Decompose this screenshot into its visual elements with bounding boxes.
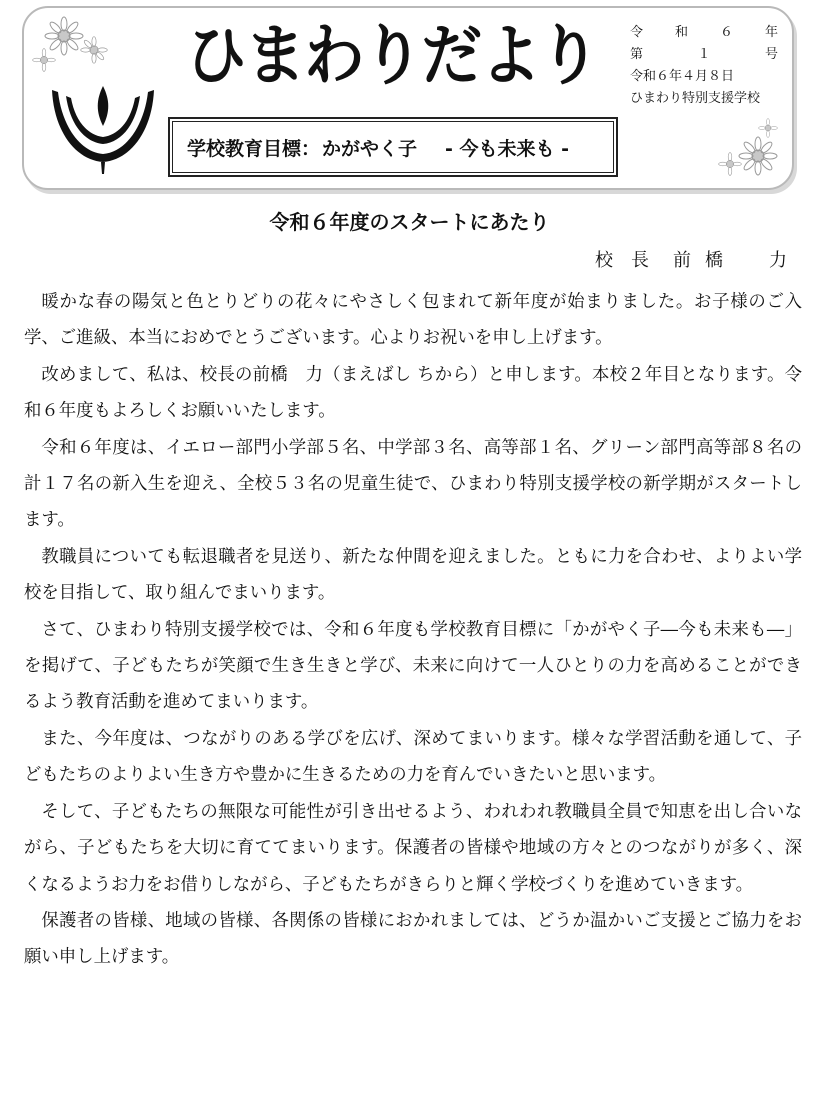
article-title: 令和６年度のスタートにあたり: [269, 210, 550, 234]
paragraph: 保護者の皆様、地域の皆様、各関係の皆様におかれましては、どうか温かいご支援とご協力をお願い申し上げます。: [24, 910, 802, 968]
issue-info: [630, 22, 778, 110]
school-goal-text: かがやく子: [322, 137, 418, 160]
sunflower-decoration-icon: [30, 10, 112, 80]
sunflower-decoration-icon: [714, 114, 784, 182]
article-author: [595, 246, 801, 272]
paragraph: 令和６年度は、イエロー部門小学部５名、中学部３名、高等部１名、グリーン部門高等部８名の計１７名の新入生を迎え、全校５３名の児童生徒で、ひまわり特別支援学校の新学期がスタートします。: [24, 437, 802, 531]
school-goal-box: [168, 117, 618, 177]
newsletter-title: ひまわりだより: [186, 17, 599, 94]
issue-era: 令 和 ６ 年: [630, 25, 778, 40]
issue-number: 第 １ 号: [630, 47, 778, 62]
author-name: 前橋 力: [673, 250, 801, 271]
article-body: [24, 284, 802, 976]
paragraph: 改めまして、私は、校長の前橋 力（まえばし ちから）と申します。本校２年目となります。令和６年度もよろしくお願いいたします。: [24, 364, 802, 422]
school-emblem-icon: [46, 82, 160, 178]
paragraph: 教職員についても転退職者を見送り、新たな仲間を迎えました。ともに力を合わせ、よりよい学校を目指して、取り組んでまいります。: [24, 546, 802, 604]
paragraph: 暖かな春の陽気と色とりどりの花々にやさしく包まれて新年度が始まりました。お子様のご入学、ご進級、本当におめでとうございます。心よりお祝いを申し上げます。: [24, 292, 802, 349]
school-goal-label: 学校教育目標：: [187, 137, 321, 160]
paragraph: そして、子どもたちの無限な可能性が引き出せるよう、われわれ教職員全員で知恵を出し合いながら、子どもたちを大切に育ててまいります。保護者の皆様や地域の方々とのつながりが多く、深くなるようお力をお借りしながら、子どもたちがきらりと輝く学校づくりを進めていきます。: [24, 801, 802, 895]
paragraph: さて、ひまわり特別支援学校では、令和６年度も学校教育目標に「かがやく子―今も未来も―」を掲げて、子どもたちが笑顔で生き生きと学び、未来に向けて一人ひとりの力を高めることができるよう教育活動を進めてまいります。: [24, 619, 802, 713]
paragraph: また、今年度は、つながりのある学びを広げ、深めてまいります。様々な学習活動を通して、子どもたちのよりよい生き方や豊かに生きるための力を育んでいきたいと思います。: [24, 728, 802, 786]
school-name: ひまわり特別支援学校: [630, 91, 761, 106]
school-goal-subtext: - 今も未来も -: [445, 137, 570, 160]
author-role: 校長: [595, 250, 667, 271]
issue-date: 令和６年４月８日: [630, 69, 735, 84]
